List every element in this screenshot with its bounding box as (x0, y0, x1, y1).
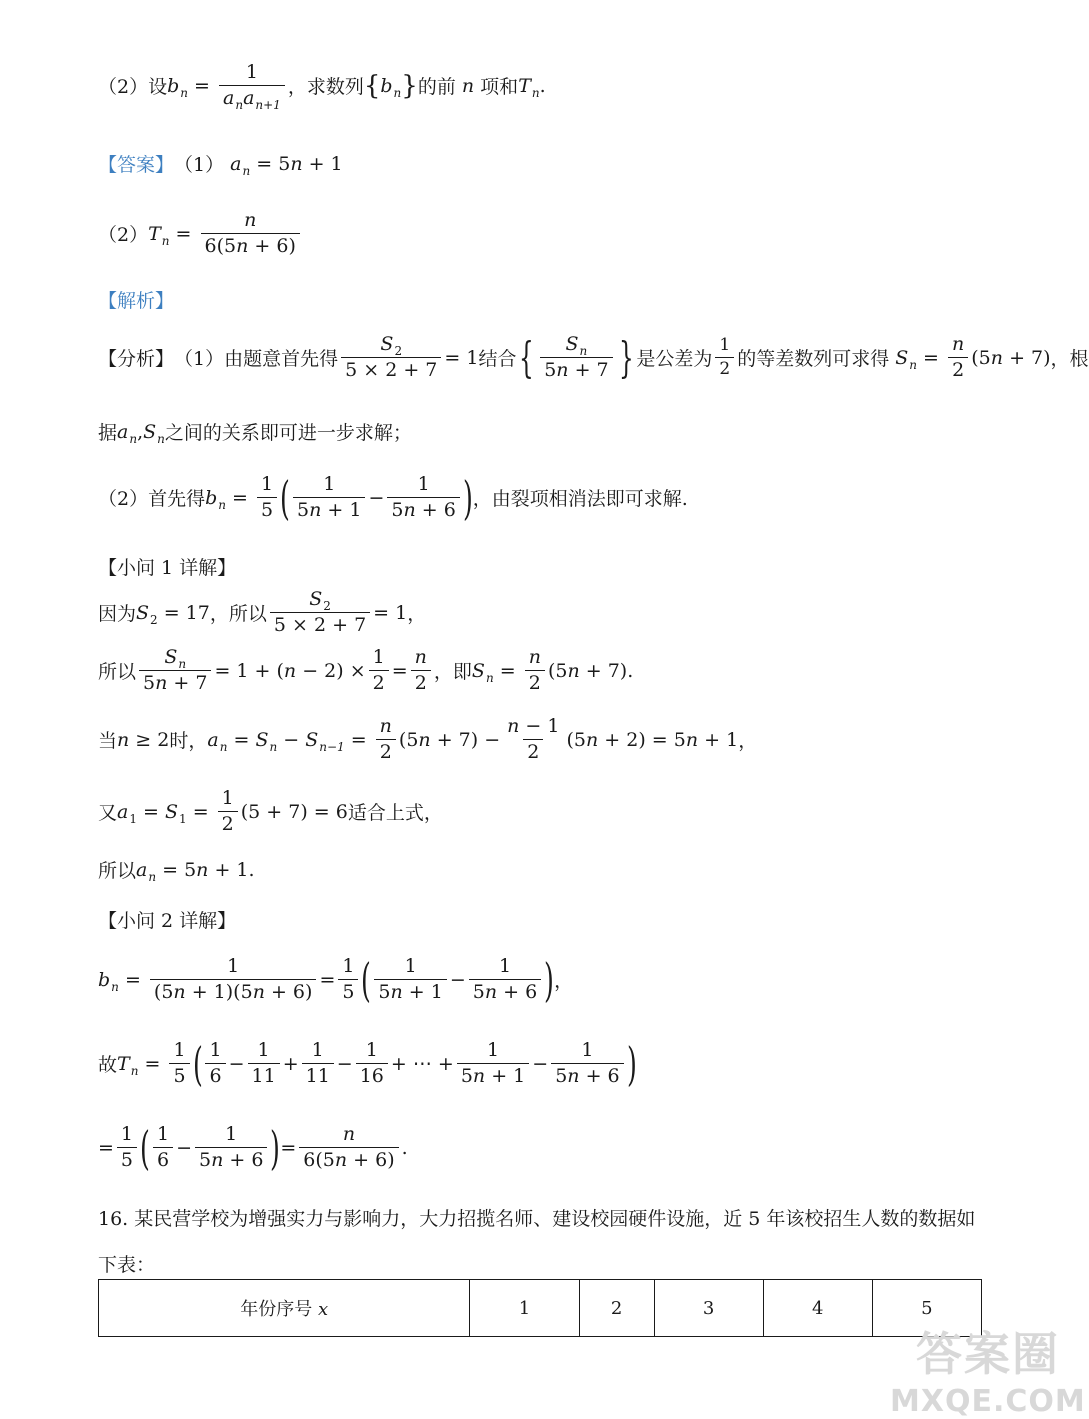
fraction: $\frac{1}{a_na_{n+1}}$ (219, 62, 285, 110)
sub1-line-3: 当 n ≥ 2 时， a n = S n − S n−1 = $\frac{n}{2}$ (5n + 7) − $\frac{n - 1}{2}$ (5n + 2) = 5n + 1 ， (98, 715, 758, 763)
fenxi-line-2: 据 a n , S n 之间的关系即可进一步求解； (98, 420, 412, 446)
answer-line-1: 【答案】 （1） a n = 5 n + 1 (98, 150, 343, 177)
answer-label: 【答案】 (98, 154, 175, 176)
sub1-line-2: 所以 $\frac{S_n}{5n + 7}$ = 1 + (n − 2) × $\frac{1}{2}$ = $\frac{n}{2}$ ，即 S n = $\frac{n}{2}$ (5n + 7) . (98, 646, 634, 694)
table-header-cell: 年份序号 x (99, 1280, 470, 1337)
sub2-line-3: = $\frac{1}{5}$ ( $\frac{1}{6}$ − $\frac{1}{5n + 6}$ ) = $\frac{n}{6(5n + 6)}$ . (98, 1120, 408, 1175)
table-cell: 3 (654, 1280, 763, 1337)
sub2-line-2: 故 T n = $\frac{1}{5}$ ( $\frac{1}{6}$ − $\frac{1}{11}$ + $\frac{1}{11}$ − $\frac{1}{16}$ + ⋯ + $\frac{1}{5n + 1}$ − $\frac{1}{5n + 6}$ ) (98, 1036, 637, 1091)
fenxi-line-1: 【分析】 （1）由题意首先得 $\frac{S_2}{5 \times 2 + 7}$ = 1 结合 { $\frac{S_n}{5n + 7}$ } 是公差为 $\frac{1}{2}$ 的等差数列可求得 S n = $\frac{n}{2}$ (5n + 7) ，根 (98, 332, 1089, 382)
table-cell: 4 (763, 1280, 872, 1337)
sub1-line-5: 所以 a n = 5 n + 1 . (98, 858, 255, 884)
sub1-line-1: 因为 S 2 = 17 ，所以 $\frac{S_2}{5 \times 2 + 7}$ = 1 ， (98, 588, 427, 636)
watermark: 答案圈 MXQE.COM (890, 1327, 1086, 1419)
table-row (99, 1280, 982, 1337)
fenxi-line-3: （2）首先得 b n = $\frac{1}{5}$ ( $\frac{1}{5n + 1}$ − $\frac{1}{5n + 6}$ ) ，由裂项相消法即可求解. (98, 470, 688, 525)
sub1-label: 【小问 1 详解】 (98, 557, 237, 579)
sub2-label: 【小问 2 详解】 (98, 910, 237, 932)
data-table (98, 1279, 982, 1337)
sub1-line-4: 又 a 1 = S 1 = $\frac{1}{2}$ (5 + 7) = 6 适合上式， (98, 787, 443, 835)
q2-intro-line: （2）设 b n = $\frac{1}{a_na_{n+1}}$ ，求数列 { b n } 的前 n 项和 T n . (98, 61, 546, 112)
table-cell: 1 (470, 1280, 579, 1337)
q16-line-2: 下表： (98, 1254, 156, 1276)
table-cell: 2 (579, 1280, 654, 1337)
answer-line-2: （2） T n = $\frac{n}{6(5n + 6)}$ (98, 210, 303, 258)
table-cell: 5 (872, 1280, 981, 1337)
analysis-label: 【解析】 (98, 290, 175, 312)
q16-line-1: 16. 某民营学校为增强实力与影响力，大力招揽名师、建设校园硬件设施，近 5 年该校招生人数的数据如 (98, 1208, 976, 1230)
sub2-line-1: b n = $\frac{1}{(5n + 1)(5n + 6)}$ = $\frac{1}{5}$ ( $\frac{1}{5n + 1}$ − $\frac{1}{5n + 6}$ ) ， (98, 952, 574, 1007)
